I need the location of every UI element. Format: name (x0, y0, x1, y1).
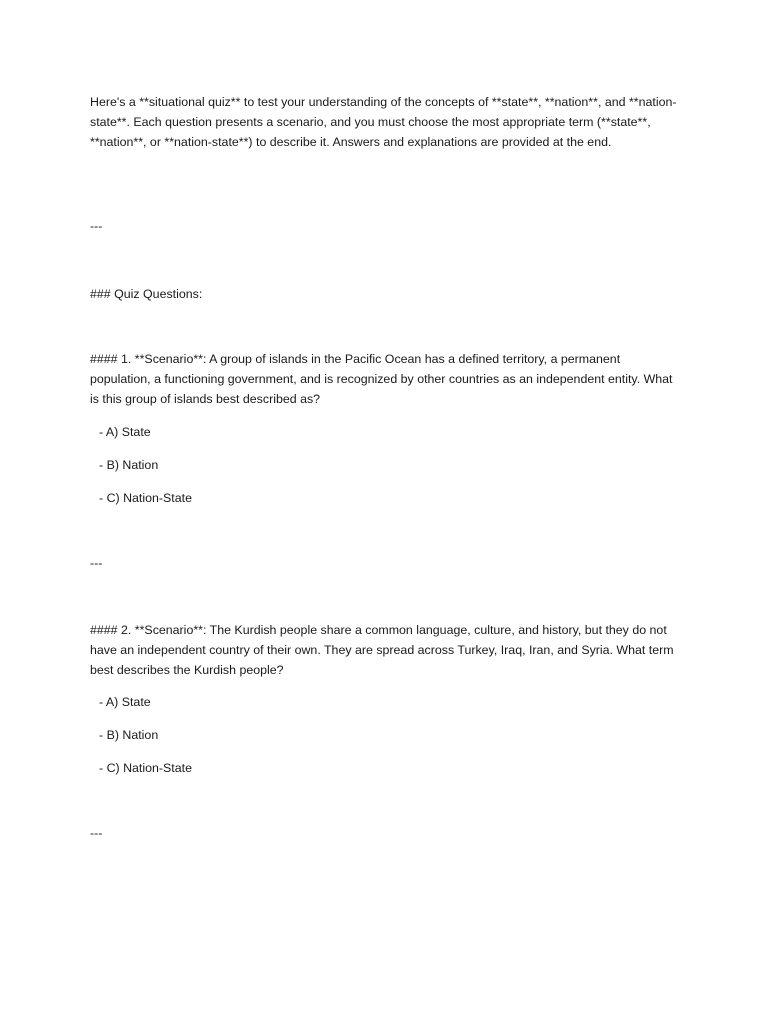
question-2-option-b: - B) Nation (99, 728, 159, 742)
question-1-text: #### 1. **Scenario**: A group of islands in the Pacific Ocean has a defined territory, a permanent population, a functioning government, and is recognized by other countries as an independent entity. What is this group of islands best described as? (90, 352, 673, 406)
question-2-option-a: - A) State (99, 695, 151, 709)
question-2-text: #### 2. **Scenario**: The Kurdish people share a common language, culture, and history, but they do not have an independent country of their own. They are spread across Turkey, Iraq, Iran, and Syria. What term best describes the Kurdish people? (90, 623, 674, 677)
question-2-option-c: - C) Nation-State (99, 761, 192, 775)
separator: --- (90, 826, 103, 840)
separator: --- (90, 219, 103, 233)
question-1-option-c: - C) Nation-State (99, 491, 192, 505)
separator: --- (90, 556, 103, 570)
question-1-option-b: - B) Nation (99, 458, 159, 472)
question-1-option-a: - A) State (99, 425, 151, 439)
intro-paragraph: Here's a **situational quiz** to test your understanding of the concepts of **state**, **nation**, and **nation-state**. Each question presents a scenario, and you must choose the most appropriate term (**state**, **nation**, or **nation-state**) to describe it. Answers and explanations are provided at the end. (90, 95, 677, 149)
section-heading: ### Quiz Questions: (90, 287, 203, 301)
